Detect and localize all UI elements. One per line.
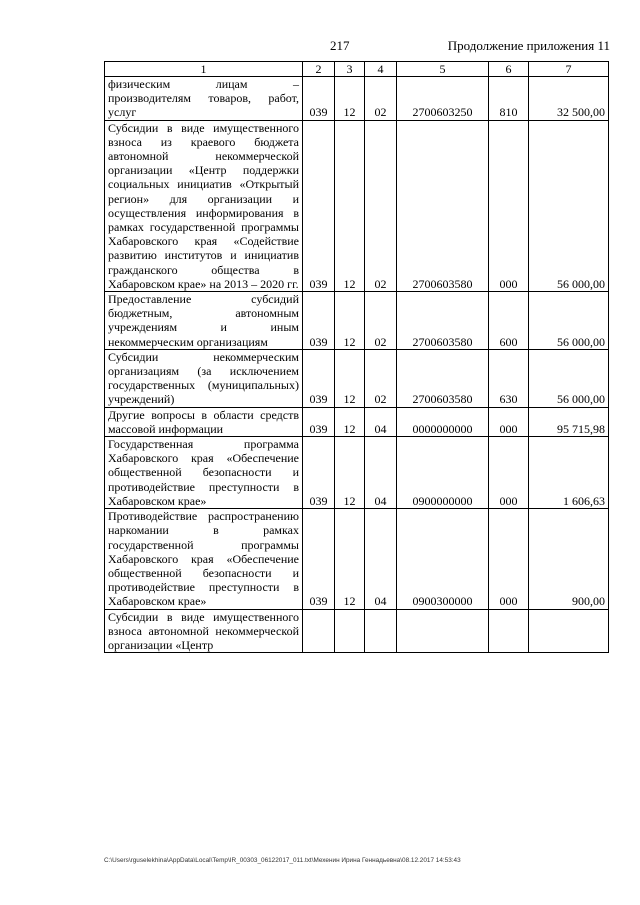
expense-type-code <box>489 609 529 653</box>
subsection-code: 02 <box>365 77 397 121</box>
expense-type-code: 810 <box>489 77 529 121</box>
amount: 56 000,00 <box>529 120 609 291</box>
target-article-code: 2700603580 <box>397 349 489 407</box>
row-description: физическим лицам – производителям товаров, работ, услуг <box>105 77 303 121</box>
expense-type-code: 630 <box>489 349 529 407</box>
column-header: 6 <box>489 62 529 77</box>
table-row <box>105 509 609 609</box>
table-row <box>105 349 609 407</box>
column-header: 2 <box>303 62 335 77</box>
target-article-code: 2700603580 <box>397 292 489 350</box>
section-code: 12 <box>335 509 365 609</box>
target-article-code: 2700603580 <box>397 120 489 291</box>
row-description: Субсидии в виде имущественного взноса автономной некоммерческой организации «Центр <box>105 609 303 653</box>
column-header: 1 <box>105 62 303 77</box>
subsection-code: 02 <box>365 120 397 291</box>
continuation-caption: Продолжение приложения 11 <box>447 38 610 53</box>
row-description: Субсидии в виде имущественного взноса из краевого бюджета автономной некоммерческой организации «Центр поддержки социальных инициатив «Открытый регион» для организации и осуществления информирования в рамках государственной программы Хабаровского края «Содействие развитию институтов и инициатив гражданского общества в Хабаровском крае» на 2013 – 2020 гг. <box>105 120 303 291</box>
subsection-code: 02 <box>365 349 397 407</box>
table-row <box>105 120 609 291</box>
table-row <box>105 77 609 121</box>
column-header: 3 <box>335 62 365 77</box>
row-description: Государственная программа Хабаровского края «Обеспечение общественной безопасности и противодействие преступности в Хабаровском крае» <box>105 437 303 509</box>
amount: 900,00 <box>529 509 609 609</box>
target-article-code: 0000000000 <box>397 407 489 436</box>
subsection-code: 04 <box>365 407 397 436</box>
amount: 95 715,98 <box>529 407 609 436</box>
amount <box>529 609 609 653</box>
column-header: 7 <box>529 62 609 77</box>
amount: 56 000,00 <box>529 292 609 350</box>
target-article-code: 0900000000 <box>397 437 489 509</box>
page-number: 217 <box>330 38 350 53</box>
ministry-code: 039 <box>303 349 335 407</box>
ministry-code: 039 <box>303 120 335 291</box>
section-code: 12 <box>335 77 365 121</box>
ministry-code: 039 <box>303 437 335 509</box>
row-description: Предоставление субсидий бюджетным, автономным учреждениям и иным некоммерческим организациям <box>105 292 303 350</box>
table-row <box>105 437 609 509</box>
target-article-code <box>397 609 489 653</box>
expense-type-code: 000 <box>489 437 529 509</box>
expense-type-code: 000 <box>489 120 529 291</box>
table-row <box>105 609 609 653</box>
column-header: 5 <box>397 62 489 77</box>
subsection-code: 04 <box>365 509 397 609</box>
amount: 1 606,63 <box>529 437 609 509</box>
subsection-code <box>365 609 397 653</box>
table-row <box>105 292 609 350</box>
expense-type-code: 000 <box>489 407 529 436</box>
section-code: 12 <box>335 292 365 350</box>
ministry-code: 039 <box>303 509 335 609</box>
amount: 56 000,00 <box>529 349 609 407</box>
amount: 32 500,00 <box>529 77 609 121</box>
section-code: 12 <box>335 407 365 436</box>
expense-type-code: 000 <box>489 509 529 609</box>
target-article-code: 2700603250 <box>397 77 489 121</box>
ministry-code: 039 <box>303 292 335 350</box>
section-code <box>335 609 365 653</box>
column-number-row <box>105 62 609 77</box>
subsection-code: 02 <box>365 292 397 350</box>
table-row <box>105 407 609 436</box>
column-header: 4 <box>365 62 397 77</box>
subsection-code: 04 <box>365 437 397 509</box>
row-description: Субсидии некоммерческим организациям (за исключением государственных (муниципальных) учреждений) <box>105 349 303 407</box>
target-article-code: 0900300000 <box>397 509 489 609</box>
section-code: 12 <box>335 349 365 407</box>
ministry-code: 039 <box>303 77 335 121</box>
section-code: 12 <box>335 437 365 509</box>
row-description: Противодействие распространению наркомании в рамках государственной программы Хабаровского края «Обеспечение общественной безопасности и противодействие преступности в Хабаровском крае» <box>105 509 303 609</box>
expense-type-code: 600 <box>489 292 529 350</box>
budget-table <box>104 61 609 653</box>
ministry-code: 039 <box>303 407 335 436</box>
file-path-footer: C:\Users\rguselekhina\AppData\Local\Temp\IR_00303_06122017_011.txt\Мехенин Ирина Геннадьевна\08.12.2017 14:53:43 <box>104 857 461 864</box>
ministry-code <box>303 609 335 653</box>
row-description: Другие вопросы в области средств массовой информации <box>105 407 303 436</box>
section-code: 12 <box>335 120 365 291</box>
